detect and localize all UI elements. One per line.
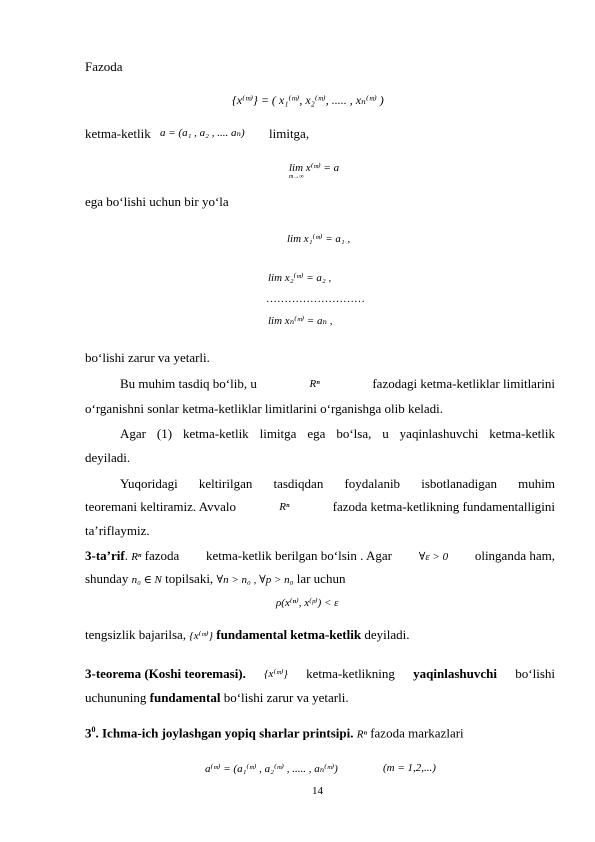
formula-eps: ∀ε > 0 (418, 551, 449, 563)
section-title: . Ichma-ich joylashgan yopiq sharlar printsipi. (95, 725, 354, 741)
formula-sequence: {x⁽ᵐ⁾} = ( x₁⁽ᵐ⁾, x₂⁽ᵐ⁾, ..... , xₙ⁽ᵐ⁾ ) (232, 93, 384, 107)
definition-line-3 (85, 627, 409, 644)
text-teoremani: teoremani keltiramiz. Avvalo (85, 499, 237, 514)
text-tengsizlik: tengsizlik bajarilsa, (85, 627, 187, 642)
formula-n0: n₀ ∈ N (131, 574, 162, 586)
text-ketma-ketlikning: ketma-ketlikning (306, 666, 395, 681)
formula-rn: Rⁿ (131, 551, 142, 563)
text-lar-uchun: lar uchun (296, 571, 346, 586)
formula-dots: ……………………… (266, 293, 365, 305)
text-topilsaki: topilsaki, (165, 571, 214, 586)
formula-rn: Rⁿ (356, 728, 367, 741)
text-ega: ega bo‘lishi uchun bir yo‘la (85, 194, 229, 209)
text-agar: Agar (1) ketma-ketlik limitga ega bo‘lsa, u yaqinlashuvchi ketma-ketlik (120, 426, 555, 441)
text-limitga: limitga, (269, 126, 310, 141)
text-fazoda: Fazoda (85, 59, 123, 74)
text-berilgan: ketma-ketlik berilgan bo‘lsin . Agar (206, 548, 392, 563)
text-fazoda-ketma: fazoda ketma-ketlikning fundamentalligini (332, 499, 555, 514)
definition-line-2 (85, 571, 345, 588)
formula-limit-n: lim xₙ⁽ᵐ⁾ = aₙ , (268, 315, 333, 327)
section-heading (85, 722, 464, 742)
paragraph-line (120, 376, 555, 392)
text-tariflaymiz: ta’riflaymiz. (85, 523, 150, 538)
text-fundamental-ketma-ketlik: fundamental ketma-ketlik (216, 627, 362, 642)
text-bu-muhim: Bu muhim tasdiq bo‘lib, u (120, 376, 257, 391)
definition-title: 3-ta’rif (85, 548, 125, 563)
theorem-line-2 (85, 690, 349, 706)
text-organishni: o‘rganishni sonlar ketma-ketliklar limitlarini o‘rganishga olib keladi. (85, 401, 444, 416)
text-fundamental: fundamental (149, 690, 221, 705)
formula-limit-sub: m→∞ (289, 174, 304, 180)
formula-a: a = (a₁ , a₂ , .... aₙ) (160, 127, 245, 139)
formula-xm: {x⁽ᵐ⁾} (264, 668, 288, 680)
formula-forall: ∀n > n₀ , ∀p > n₀ (216, 574, 294, 586)
text-bolishi: bo‘lishi (515, 666, 555, 681)
text-yaqinlashuvchi: yaqinlashuvchi (413, 666, 497, 681)
formula-limit-2: lim x₂⁽ᵐ⁾ = a₂ , (268, 272, 332, 284)
definition-line-1: 3-ta’rif. Rⁿ fazoda ketma-ketlik berilgan bo‘lsin . Agar ∀ε > 0 olinganda ham, (85, 548, 555, 563)
formula-rho: ρ(x⁽ⁿ⁾, x⁽ᵖ⁾) < ε (276, 597, 339, 609)
formula-xm: {x⁽ᵐ⁾} (189, 630, 214, 642)
text-uchununing: uchununing (85, 690, 147, 705)
text-shunday: shunday (85, 571, 129, 586)
formula-rn: Rⁿ (279, 501, 290, 513)
text-deyiladi-2: deyiladi. (364, 627, 410, 642)
formula-rn: Rⁿ (309, 378, 320, 390)
formula-am: a⁽ᵐ⁾ = (a₁⁽ᵐ⁾ , a₂⁽ᵐ⁾ , ..... , aₙ⁽ᵐ⁾) (205, 763, 338, 775)
text-fazodagi: fazodagi ketma-ketliklar limitlarini (372, 376, 555, 391)
formula-m-range: (m = 1,2,...) (383, 762, 436, 774)
section-number: 3 (85, 725, 92, 741)
text-zarur-yetarli: bo‘lishi zarur va yetarli. (223, 690, 349, 705)
theorem-line-1 (85, 666, 555, 682)
paragraph-line (85, 499, 555, 515)
formula-limit-1: lim x₁⁽ᵐ⁾ = a₁ , (287, 233, 351, 245)
formula-limit: lim x⁽ᵐ⁾ = a (289, 162, 340, 174)
text-olinganda: olinganda ham, (474, 548, 555, 563)
text-deyiladi: deyiladi. (85, 450, 131, 465)
page-number: 14 (312, 785, 323, 797)
text-ketma-ketlik: ketma-ketlik (85, 126, 151, 141)
section-sup: 0 (91, 725, 96, 734)
text-fazoda-def: fazoda (144, 548, 180, 563)
theorem-title: 3-teorema (Koshi teoremasi). (85, 666, 246, 681)
text-yuqoridagi: Yuqoridagi keltirilgan tasdiqdan foydalanib isbotlanadigan muhim (120, 476, 555, 491)
text-markazlari: fazoda markazlari (370, 725, 464, 741)
text-zarur: bo‘lishi zarur va yetarli. (85, 350, 210, 365)
